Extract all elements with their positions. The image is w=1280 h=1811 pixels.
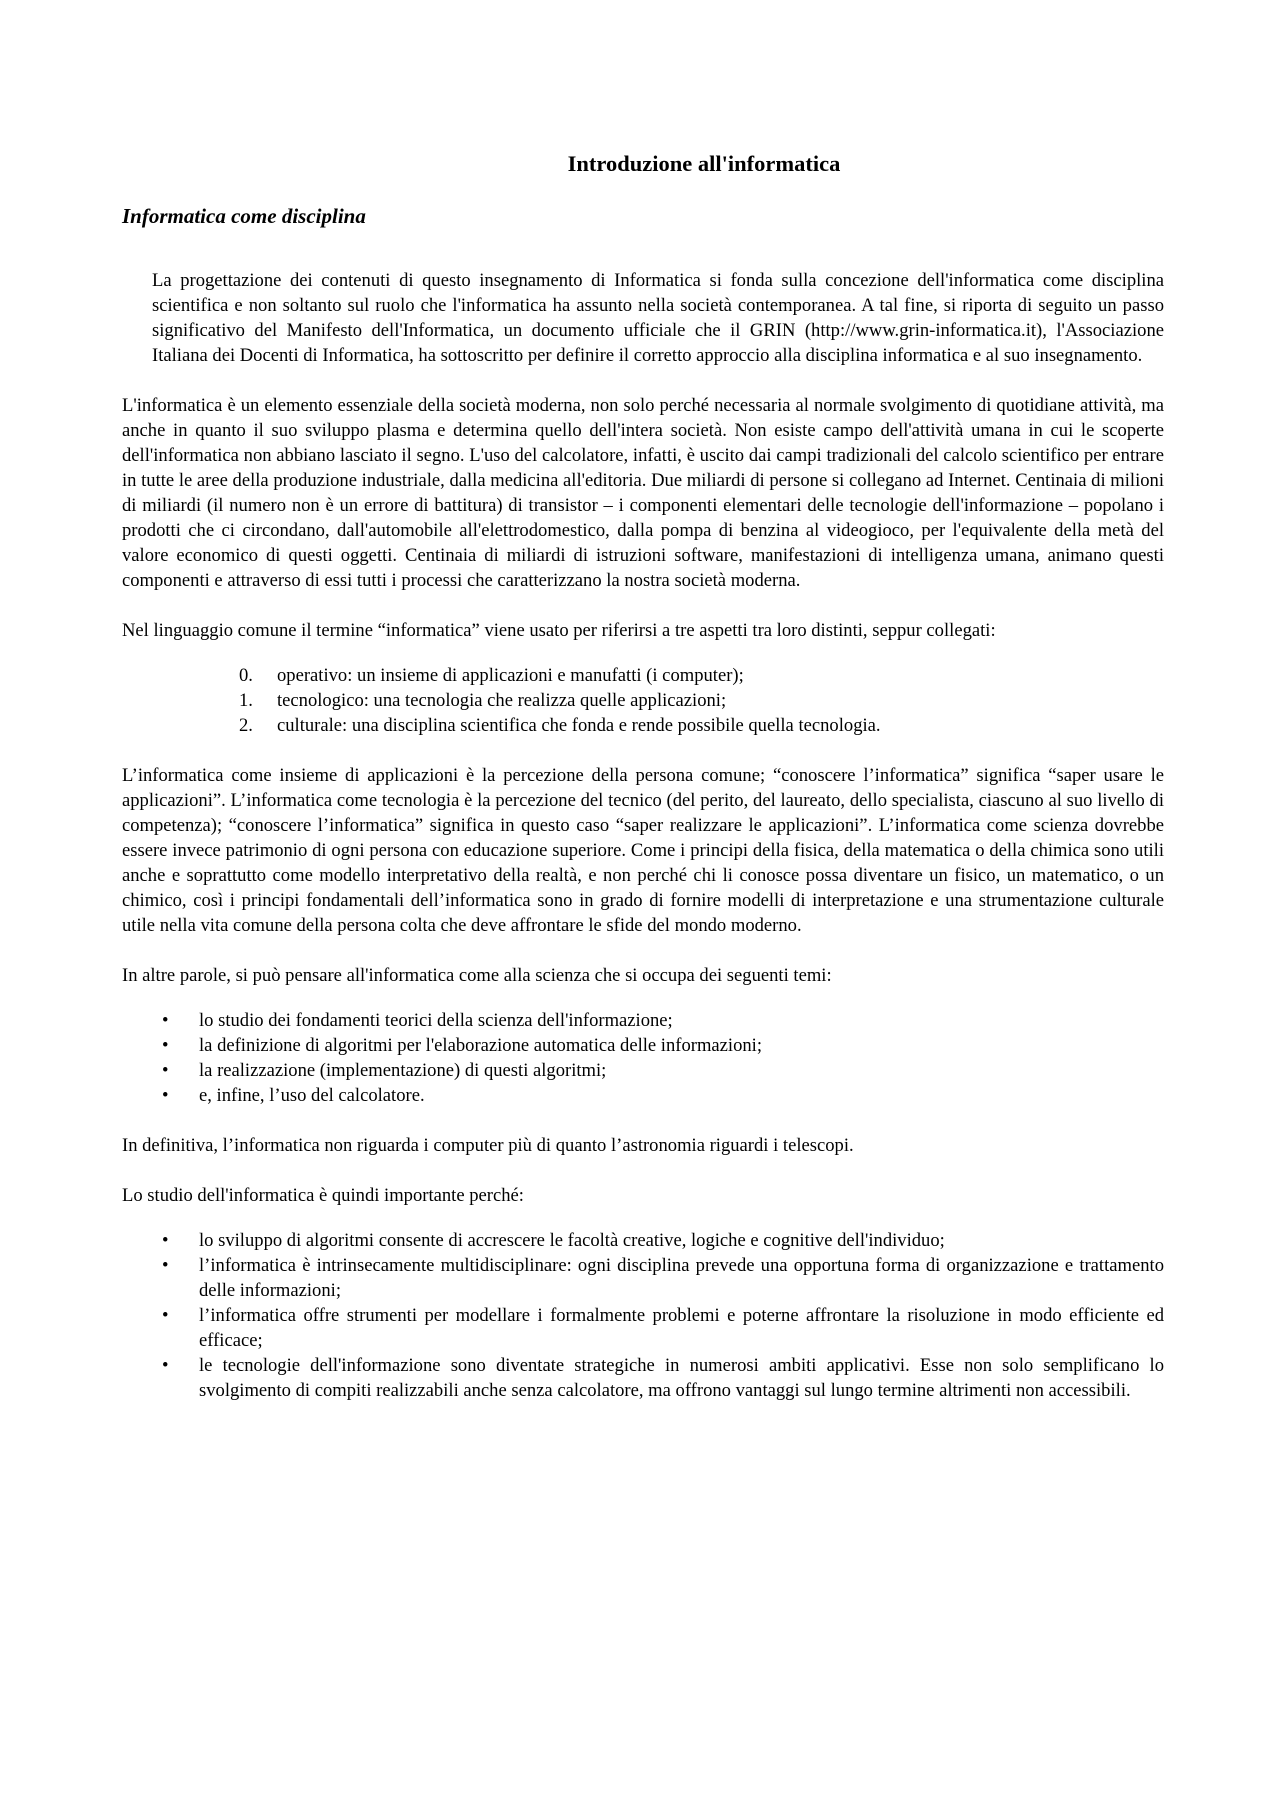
bullet-icon: • [162, 1085, 169, 1106]
bullet-icon: • [162, 1305, 169, 1326]
bullet-icon: • [162, 1035, 169, 1056]
bullet-icon: • [162, 1255, 169, 1276]
list-item [122, 1008, 1164, 1033]
document-title: Introduzione all'informatica [567, 151, 841, 176]
list-item-text: l’informatica è intrinsecamente multidisciplinare: ogni disciplina prevede una opportuna forma di organizzazione e trattamento delle informazioni; [199, 1255, 1164, 1301]
aspects-list [122, 663, 1164, 738]
list-item-number: 2. [239, 715, 253, 736]
bullet-icon: • [162, 1355, 169, 1376]
reasons-list [122, 1228, 1164, 1403]
list-item-text: le tecnologie dell'informazione sono diventate strategiche in numerosi ambiti applicativi. Esse non solo semplificano lo svolgimento di compiti realizzabili anche senza calcolatore, ma offrono vantaggi sul lungo termine altrimenti non accessibili. [199, 1355, 1164, 1401]
document-content [122, 150, 1164, 1403]
list-item-text: lo sviluppo di algoritmi consente di accrescere le facoltà creative, logiche e cognitive dell'individuo; [199, 1230, 945, 1251]
bullet-icon: • [162, 1230, 169, 1251]
definitive-paragraph: In definitiva, l’informatica non riguarda i computer più di quanto l’astronomia riguardi i telescopi. [122, 1135, 854, 1156]
list-item-text: culturale: una disciplina scientifica che fonda e rende possibile quella tecnologia. [277, 715, 881, 736]
list-item-text: operativo: un insieme di applicazioni e manufatti (i computer); [277, 665, 744, 686]
importance-paragraph: Lo studio dell'informatica è quindi importante perché: [122, 1185, 524, 1206]
list-item-number: 1. [239, 690, 253, 711]
intro-paragraph: La progettazione dei contenuti di questo insegnamento di Informatica si fonda sulla concezione dell'informatica come disciplina scientifica e non soltanto sul ruolo che l'informatica ha assunto nella società contemporanea. A tal fine, si riporta di seguito un passo significativo del Manifesto dell'Informatica, un documento ufficiale che il GRIN (http://www.grin-informatica.it), l'Associazione Italiana dei Docenti di Informatica, ha sottoscritto per definire il corretto approccio alla disciplina informatica e al suo insegnamento. [152, 270, 1164, 366]
list-item-text: lo studio dei fondamenti teorici della scienza dell'informazione; [199, 1010, 673, 1031]
other-words-paragraph: In altre parole, si può pensare all'informatica come alla scienza che si occupa dei seguenti temi: [122, 965, 832, 986]
list-item [122, 1303, 1164, 1353]
bullet-icon: • [162, 1010, 169, 1031]
list-item [122, 713, 1164, 738]
list-item [122, 1058, 1164, 1083]
language-paragraph: Nel linguaggio comune il termine “informatica” viene usato per riferirsi a tre aspetti tra loro distinti, seppur collegati: [122, 620, 996, 641]
list-item-number: 0. [239, 665, 253, 686]
list-item [122, 688, 1164, 713]
list-item [122, 663, 1164, 688]
section-subtitle: Informatica come disciplina [122, 204, 366, 228]
list-item [122, 1083, 1164, 1108]
list-item [122, 1033, 1164, 1058]
perception-paragraph: L’informatica come insieme di applicazioni è la percezione della persona comune; “conoscere l’informatica” significa “saper usare le applicazioni”. L’informatica come tecnologia è la percezione del tecnico (del perito, del laureato, dello specialista, ciascuno al suo livello di competenza); “conoscere l’informatica” significa in questo caso “saper realizzare le applicazioni”. L’informatica come scienza dovrebbe essere invece patrimonio di ogni persona con educazione superiore. Come i principi della fisica, della matematica o della chimica sono utili anche e soprattutto come modello interpretativo della realtà, e non perché chi li conosce possa diventare un fisico, un matematico, o un chimico, così i principi fondamentali dell’informatica sono in grado di fornire modelli di interpretazione e una strumentazione culturale utile nella vita comune della persona colta che deve affrontare le sfide del mondo moderno. [122, 765, 1164, 936]
list-item-text: e, infine, l’uso del calcolatore. [199, 1085, 425, 1106]
society-paragraph: L'informatica è un elemento essenziale della società moderna, non solo perché necessaria al normale svolgimento di quotidiane attività, ma anche in quanto il suo sviluppo plasma e determina quello dell'intera società. Non esiste campo dell'attività umana in cui le scoperte dell'informatica non abbiano lasciato il segno. L'uso del calcolatore, infatti, è uscito dai campi tradizionali del calcolo scientifico per entrare in tutte le aree della produzione industriale, dalla medicina all'editoria. Due miliardi di persone si collegano ad Internet. Centinaia di milioni di miliardi (il numero non è un errore di battitura) di transistor – i componenti elementari delle tecnologie dell'informazione – popolano i prodotti che ci circondano, dall'automobile all'elettrodomestico, dalla pompa di benzina al videogioco, per l'equivalente della metà del valore economico di questi oggetti. Centinaia di miliardi di istruzioni software, manifestazioni di intelligenza umana, animano questi componenti e attraverso di essi tutti i processi che caratterizzano la nostra società moderna. [122, 395, 1164, 591]
list-item-text: l’informatica offre strumenti per modellare i formalmente problemi e poterne affrontare la risoluzione in modo efficiente ed efficace; [199, 1305, 1164, 1351]
bullet-icon: • [162, 1060, 169, 1081]
list-item [122, 1253, 1164, 1303]
list-item [122, 1353, 1164, 1403]
list-item-text: tecnologico: una tecnologia che realizza quelle applicazioni; [277, 690, 727, 711]
list-item-text: la definizione di algoritmi per l'elaborazione automatica delle informazioni; [199, 1035, 763, 1056]
themes-list [122, 1008, 1164, 1108]
list-item-text: la realizzazione (implementazione) di questi algoritmi; [199, 1060, 607, 1081]
list-item [122, 1228, 1164, 1253]
